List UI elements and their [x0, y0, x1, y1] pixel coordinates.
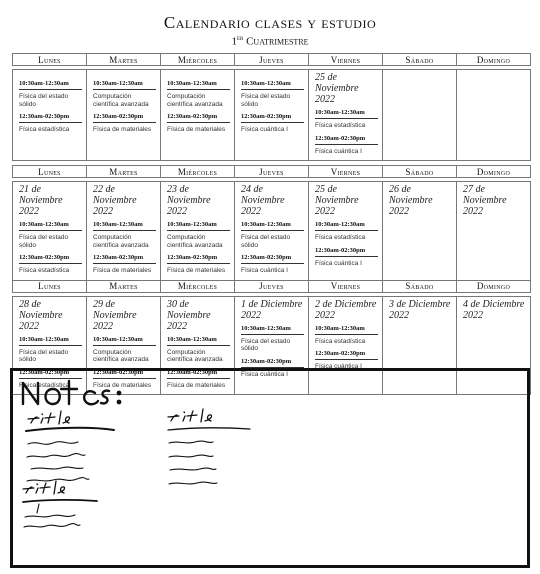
day-date: 4 de Diciembre 2022: [463, 298, 525, 321]
day-cell[interactable]: [457, 182, 531, 281]
class-time: 10:30am-12:30am: [167, 221, 230, 231]
day-header: Martes: [87, 166, 161, 178]
class-time: 12:30am-02:30pm: [167, 254, 230, 264]
day-header-row: [13, 54, 531, 66]
class-time: 10:30am-12:30am: [93, 221, 156, 231]
day-header: Lunes: [13, 280, 87, 292]
class-subject: Computación científica avanzada: [93, 348, 149, 363]
class-time: 12:30am-02:30pm: [241, 254, 304, 264]
day-cell-content: [383, 70, 456, 76]
class-subject: Física estadística: [19, 381, 70, 389]
class-time: 10:30am-12:30am: [315, 221, 378, 231]
day-cell-content: [457, 297, 530, 321]
notes-title-2-scribble: [168, 409, 250, 484]
day-header: Lunes: [13, 54, 87, 66]
day-header: Domingo: [457, 280, 531, 292]
day-header: Domingo: [457, 54, 531, 66]
class-subject: Física del estado sólido: [241, 337, 291, 352]
day-header: Jueves: [235, 280, 309, 292]
subtitle-text: Cuatrimestre: [243, 35, 309, 48]
day-date: 21 de Noviembre 2022: [19, 184, 63, 217]
day-header: Miércoles: [161, 280, 235, 292]
class-time: 12:30am-02:30pm: [19, 369, 82, 379]
day-date: 27 de Noviembre 2022: [463, 184, 507, 217]
class-subject: Computación científica avanzada: [93, 234, 149, 249]
week-row: [13, 70, 531, 161]
notes-handwriting: [13, 371, 527, 565]
class-subject: Física cuántica I: [241, 370, 288, 378]
date-spacer: [19, 72, 82, 76]
day-header: Martes: [87, 54, 161, 66]
class-subject: Computación científica avanzada: [93, 93, 149, 108]
class-subject: Física estadística: [315, 122, 366, 129]
day-date: 29 de Noviembre 2022: [93, 298, 137, 332]
class-time: 12:30am-02:30pm: [167, 113, 230, 123]
calendar-table: [12, 53, 531, 395]
day-cell-content: [87, 70, 160, 134]
day-cell-content: [161, 182, 234, 275]
day-header: Jueves: [235, 166, 309, 178]
day-cell[interactable]: [309, 182, 383, 281]
day-date: 26 de Noviembre 2022: [389, 184, 433, 217]
class-subject: Computación científica avanzada: [167, 234, 223, 249]
notes-title-1-scribble: [26, 411, 114, 481]
day-header: Viernes: [309, 54, 383, 66]
class-subject: Física cuántica I: [241, 267, 288, 274]
subtitle-suffix: er: [236, 34, 244, 42]
class-subject: Física de materiales: [93, 381, 152, 389]
class-subject: Física del estado sólido: [19, 348, 69, 363]
day-cell[interactable]: [235, 182, 309, 281]
day-cell-content: [383, 297, 456, 321]
day-date: 28 de Noviembre 2022: [19, 298, 63, 332]
class-subject: Física cuántica I: [315, 259, 362, 267]
class-time: 12:30am-02:30pm: [241, 113, 304, 123]
day-header: Jueves: [235, 54, 309, 66]
day-cell[interactable]: [235, 70, 309, 161]
day-cell-content: [383, 182, 456, 217]
class-time: 10:30am-12:30am: [19, 221, 82, 231]
class-time: 10:30am-12:30am: [315, 109, 378, 119]
week-row: [13, 182, 531, 281]
date-spacer: [389, 72, 452, 76]
day-header-row: [13, 280, 531, 292]
class-subject: Física cuántica I: [315, 147, 362, 155]
day-date: 3 de Diciembre 2022: [389, 298, 451, 321]
class-subject: Física de materiales: [167, 126, 226, 133]
class-time: 12:30am-02:30pm: [93, 369, 156, 379]
class-time: 10:30am-12:30am: [315, 325, 378, 335]
day-cell[interactable]: [309, 70, 383, 161]
day-cell[interactable]: [457, 70, 531, 161]
class-time: 12:30am-02:30pm: [315, 135, 378, 145]
class-subject: Física del estado sólido: [241, 93, 291, 108]
class-subject: Física de materiales: [167, 381, 226, 389]
class-time: 10:30am-12:30am: [167, 336, 230, 346]
day-cell-content: [457, 182, 530, 217]
class-subject: Física de materiales: [93, 126, 152, 133]
day-header: Lunes: [13, 166, 87, 178]
class-time: 10:30am-12:30am: [93, 80, 156, 90]
class-time: 12:30am-02:30pm: [167, 369, 230, 379]
day-cell-content: [235, 182, 308, 275]
class-subject: Física cuántica I: [315, 363, 362, 370]
day-header: Viernes: [309, 280, 383, 292]
class-time: 12:30am-02:30pm: [241, 358, 304, 368]
day-date: 24 de Noviembre 2022: [241, 184, 285, 217]
day-header: Viernes: [309, 166, 383, 178]
class-subject: Física de materiales: [93, 267, 152, 274]
day-cell[interactable]: [383, 182, 457, 281]
class-time: 12:30am-02:30pm: [93, 254, 156, 264]
day-header: Sábado: [383, 166, 457, 178]
day-cell-content: [161, 70, 234, 134]
class-subject: Computación científica avanzada: [167, 93, 223, 108]
notes-title-3-scribble: [23, 481, 97, 527]
day-date: 1 de Diciembre 2022: [241, 298, 303, 321]
class-time: 12:30am-02:30pm: [19, 113, 82, 123]
day-date: 22 de Noviembre 2022: [93, 184, 137, 217]
class-time: 10:30am-12:30am: [241, 221, 304, 231]
day-cell-content: [309, 70, 382, 155]
day-date: 2 de Diciembre 2022: [315, 298, 377, 321]
day-header: Martes: [87, 280, 161, 292]
day-cell[interactable]: [13, 182, 87, 281]
class-subject: Física estadística: [315, 234, 366, 241]
day-cell-content: [309, 297, 382, 371]
day-cell[interactable]: [87, 70, 161, 161]
day-cell[interactable]: [87, 182, 161, 281]
day-cell[interactable]: [13, 70, 87, 161]
class-subject: Física del estado sólido: [19, 93, 69, 108]
class-subject: Computación científica avanzada: [167, 348, 223, 363]
date-spacer: [241, 72, 304, 76]
day-cell-content: [87, 182, 160, 275]
class-subject: Física estadística: [315, 337, 366, 345]
day-header: Miércoles: [161, 166, 235, 178]
day-date: 25 de Noviembre 2022: [315, 184, 359, 217]
day-cell-content: [457, 70, 530, 76]
day-cell[interactable]: [383, 70, 457, 161]
day-cell-content: [309, 182, 382, 267]
class-time: 10:30am-12:30am: [241, 325, 304, 335]
day-header: Domingo: [457, 166, 531, 178]
day-cell-content: [235, 70, 308, 134]
day-header: Miércoles: [161, 54, 235, 66]
class-time: 10:30am-12:30am: [93, 336, 156, 346]
day-date: 30 de Noviembre 2022: [167, 298, 211, 332]
class-time: 12:30am-02:30pm: [315, 247, 378, 257]
class-subject: Física del estado sólido: [241, 234, 291, 249]
notes-box[interactable]: [10, 368, 530, 568]
class-time: 10:30am-12:30am: [19, 80, 82, 90]
day-cell[interactable]: [161, 70, 235, 161]
class-subject: Física cuántica I: [241, 126, 288, 133]
day-cell-content: [13, 182, 86, 275]
subtitle-number: 1: [231, 35, 237, 48]
class-subject: Física de materiales: [167, 267, 226, 274]
day-cell-content: [13, 70, 86, 134]
notes-heading-scribble: [23, 381, 120, 404]
day-cell-content: [235, 297, 308, 379]
class-subject: Física estadística: [19, 126, 70, 133]
day-header-row: [13, 166, 531, 178]
day-date: 25 de Noviembre 2022: [315, 72, 359, 105]
class-subject: Física del estado sólido: [19, 234, 69, 249]
day-date: 23 de Noviembre 2022: [167, 184, 211, 217]
class-time: 12:30am-02:30pm: [315, 350, 378, 360]
date-spacer: [93, 72, 156, 76]
class-time: 12:30am-02:30pm: [93, 113, 156, 123]
class-time: 10:30am-12:30am: [241, 80, 304, 90]
class-time: 12:30am-02:30pm: [19, 254, 82, 264]
class-time: 10:30am-12:30am: [19, 336, 82, 346]
day-cell[interactable]: [161, 182, 235, 281]
page-title: Calendario clases y estudio: [163, 13, 377, 32]
day-header: Sábado: [383, 54, 457, 66]
page-subtitle: [0, 32, 540, 48]
date-spacer: [167, 72, 230, 76]
day-header: Sábado: [383, 280, 457, 292]
class-time: 10:30am-12:30am: [167, 80, 230, 90]
class-subject: Física estadística: [19, 267, 70, 274]
date-spacer: [463, 72, 526, 76]
